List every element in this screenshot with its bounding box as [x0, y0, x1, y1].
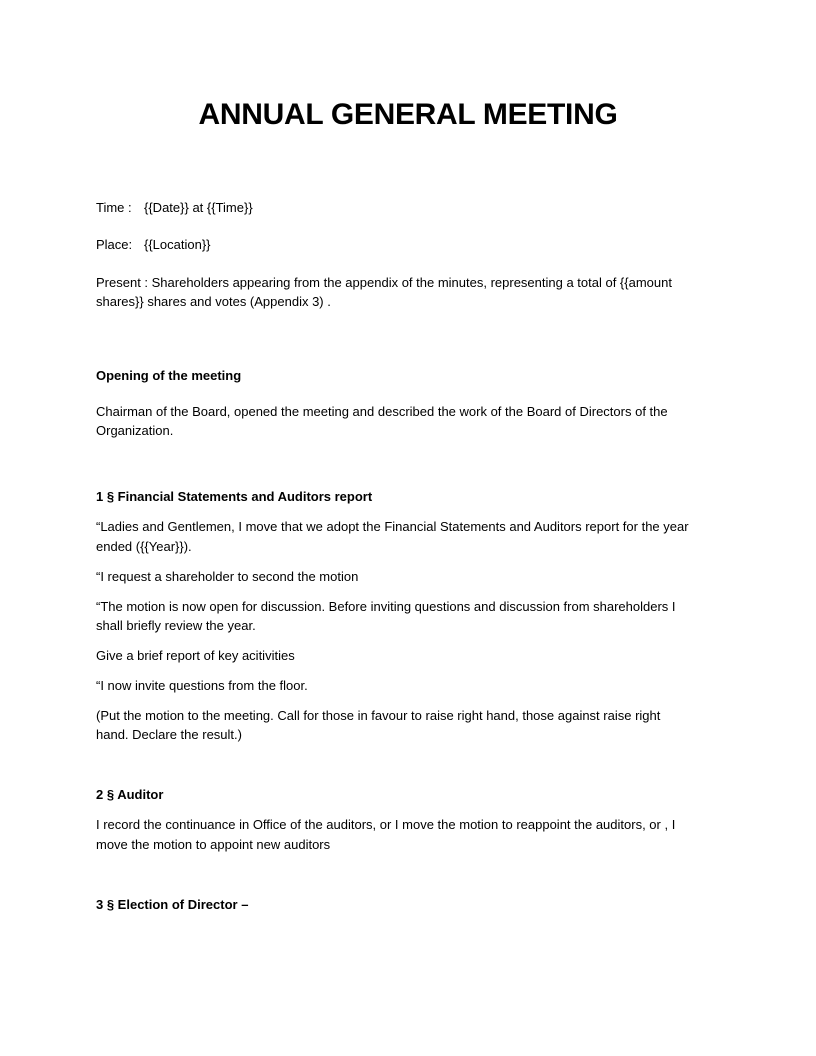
s1-paragraph-6-line-1: (Put the motion to the meeting. Call for those in favour to raise right hand, those against raise right: [96, 708, 661, 723]
s1-paragraph-2: “I request a shareholder to second the motion: [96, 569, 359, 584]
s1-paragraph-5: “I now invite questions from the floor.: [96, 678, 308, 693]
time-line: [96, 198, 726, 217]
s1-paragraph-6-line-2: hand. Declare the result.): [96, 727, 242, 742]
s1-paragraph-3-line-2: shall briefly review the year.: [96, 618, 256, 633]
opening-line-1: Chairman of the Board, opened the meeting and described the work of the Board of Directors of the: [96, 404, 668, 419]
section-2-heading: 2 § Auditor: [96, 787, 164, 802]
s1-paragraph-4: Give a brief report of key acitivities: [96, 648, 295, 663]
place-label: Place:: [96, 237, 133, 252]
section-3-heading: 3 § Election of Director –: [96, 897, 249, 912]
time-label: Time :: [96, 200, 132, 215]
time-value: {{Date}} at {{Time}}: [144, 200, 253, 215]
place-line: [96, 235, 726, 254]
s2-paragraph-1-line-2: move the motion to appoint new auditors: [96, 837, 331, 852]
present-line-2: shares}} shares and votes (Appendix 3) .: [96, 294, 331, 309]
opening-heading: Opening of the meeting: [96, 368, 242, 383]
section-1-heading: 1 § Financial Statements and Auditors report: [96, 489, 373, 504]
document-title: ANNUAL GENERAL MEETING: [198, 98, 618, 131]
s2-paragraph-1-line-1: I record the continuance in Office of the auditors, or I move the motion to reappoint the auditors, or , I: [96, 817, 676, 832]
place-value: {{Location}}: [144, 237, 211, 252]
present-line-1: Present : Shareholders appearing from the appendix of the minutes, representing a total of {{amount: [96, 275, 672, 290]
s1-paragraph-1-line-2: ended ({{Year}}).: [96, 539, 192, 554]
s1-paragraph-3-line-1: “The motion is now open for discussion. Before inviting questions and discussion from shareholders I: [96, 599, 676, 614]
s1-paragraph-1-line-1: “Ladies and Gentlemen, I move that we adopt the Financial Statements and Auditors report for the year: [96, 519, 689, 534]
opening-line-2: Organization.: [96, 423, 174, 438]
